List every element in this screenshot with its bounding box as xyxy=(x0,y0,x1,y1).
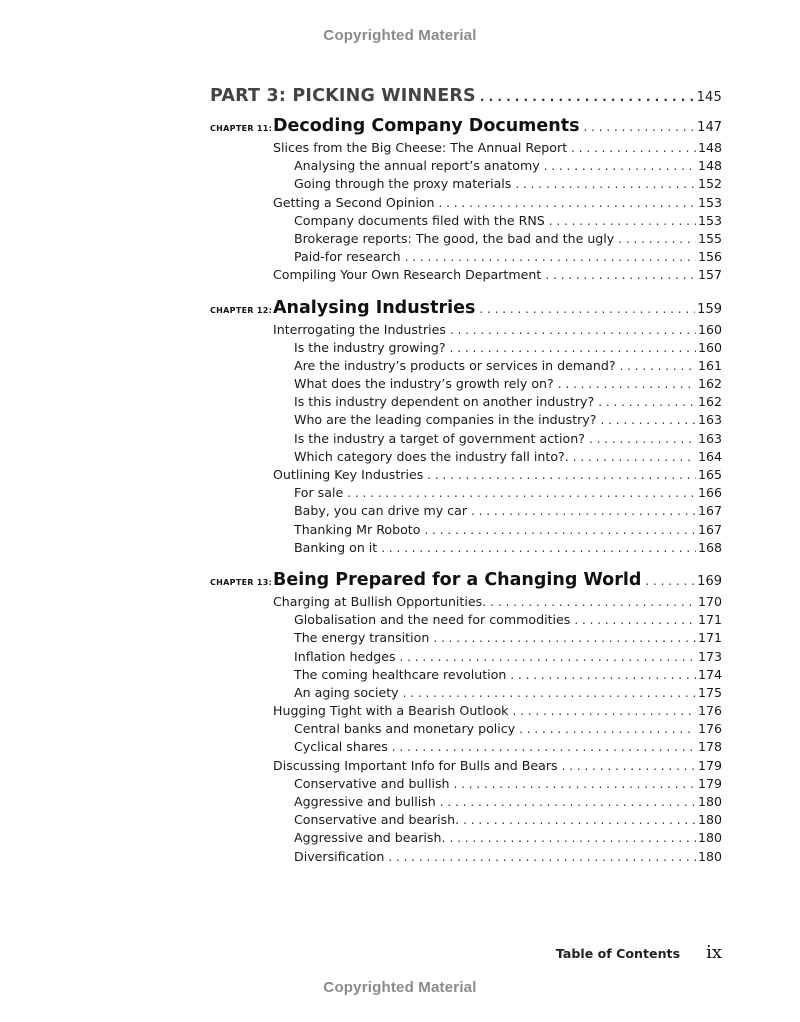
dot-leader xyxy=(449,831,695,845)
toc-section-entry[interactable] xyxy=(210,267,722,285)
toc-section-entry[interactable] xyxy=(210,594,722,612)
dot-leader xyxy=(584,120,696,134)
entry-page: 152 xyxy=(697,176,722,192)
entry-title: Conservative and bullish xyxy=(294,775,450,791)
chapter-number: CHAPTER 11: xyxy=(210,124,273,133)
dot-leader xyxy=(450,323,696,337)
toc-section-entry[interactable] xyxy=(210,322,722,340)
entry-title: An aging society xyxy=(294,684,399,700)
dot-leader xyxy=(600,413,696,427)
entry-title: Paid-for research xyxy=(294,249,401,265)
dot-leader xyxy=(424,523,696,537)
toc-subsection-entry[interactable] xyxy=(210,721,722,739)
toc-subsection-entry[interactable] xyxy=(210,649,722,667)
dot-leader xyxy=(620,359,696,373)
dot-leader xyxy=(388,850,696,864)
dot-leader xyxy=(573,450,696,464)
entry-title: Going through the proxy materials xyxy=(294,176,512,192)
dot-leader xyxy=(381,541,696,555)
toc-subsection-entry[interactable] xyxy=(210,522,722,540)
entry-title: Central banks and monetary policy xyxy=(294,721,516,737)
toc-subsection-entry[interactable] xyxy=(210,739,722,757)
entry-page: 180 xyxy=(697,830,722,846)
toc-subsection-entry[interactable] xyxy=(210,213,722,231)
entry-page: 153 xyxy=(697,194,722,210)
toc-subsection-entry[interactable] xyxy=(210,412,722,430)
entry-page: 148 xyxy=(697,158,722,174)
entry-page: 160 xyxy=(697,321,722,337)
toc-subsection-entry[interactable] xyxy=(210,776,722,794)
toc-subsection-entry[interactable] xyxy=(210,812,722,830)
dot-leader xyxy=(471,504,696,518)
entry-page: 163 xyxy=(697,430,722,446)
entry-title: Banking on it xyxy=(294,539,378,555)
dot-leader xyxy=(589,432,696,446)
entry-title: What does the industry’s growth rely on? xyxy=(294,376,554,392)
chapter-heading[interactable] xyxy=(210,570,722,593)
dot-leader xyxy=(512,704,696,718)
entry-page: 164 xyxy=(697,448,722,464)
entry-page: 171 xyxy=(697,612,722,628)
chapter-number: CHAPTER 13: xyxy=(210,577,273,587)
chapter-list xyxy=(210,116,722,867)
entry-title: Outlining Key Industries xyxy=(273,467,424,482)
entry-title: The energy transition xyxy=(294,630,430,646)
entry-page: 156 xyxy=(697,249,722,265)
entry-page: 161 xyxy=(697,357,722,373)
dot-leader xyxy=(427,468,696,482)
entry-title: Aggressive and bullish xyxy=(294,794,436,809)
entry-page: 170 xyxy=(697,593,722,609)
dot-leader xyxy=(645,574,695,588)
dot-leader xyxy=(598,395,696,409)
chapter-gap xyxy=(210,558,722,570)
entry-title: Which category does the industry fall into?. xyxy=(294,448,569,464)
entry-title: Compiling Your Own Research Department xyxy=(273,267,542,283)
entry-page: 153 xyxy=(697,212,722,228)
dot-leader xyxy=(480,90,695,104)
footer-section-title: Table of Contents xyxy=(555,946,681,961)
entry-page: 176 xyxy=(697,721,722,737)
toc-subsection-entry[interactable] xyxy=(210,431,722,449)
chapter-title: Decoding Company Documents xyxy=(273,116,580,136)
entry-title: Hugging Tight with a Bearish Outlook xyxy=(273,703,509,719)
entry-title: Interrogating the Industries xyxy=(273,321,446,337)
entry-title: Discussing Important Info for Bulls and Bears xyxy=(273,757,558,773)
entry-page: 173 xyxy=(697,648,722,664)
entry-page: 179 xyxy=(697,775,722,791)
chapter-title: Being Prepared for a Changing World xyxy=(273,569,642,590)
dot-leader xyxy=(545,268,696,282)
entry-page: 179 xyxy=(697,757,722,773)
dot-leader xyxy=(515,177,696,191)
chapter-page: 169 xyxy=(697,573,722,589)
dot-leader xyxy=(454,777,696,791)
entry-title: Getting a Second Opinion xyxy=(273,194,435,210)
dot-leader xyxy=(403,686,696,700)
entry-page: 176 xyxy=(697,703,722,719)
entry-title: Baby, you can drive my car xyxy=(294,503,467,519)
entry-page: 163 xyxy=(697,412,722,428)
entry-title: Aggressive and bearish. xyxy=(294,830,446,846)
dot-leader xyxy=(463,813,696,827)
toc-subsection-entry[interactable] xyxy=(210,794,722,812)
toc-subsection-entry[interactable] xyxy=(210,158,722,176)
entry-title: Brokerage reports: The good, the bad and the ugly xyxy=(294,230,615,246)
entry-title: Inflation hedges xyxy=(294,648,396,664)
entry-title: The coming healthcare revolution xyxy=(294,666,507,682)
entry-page: 157 xyxy=(697,267,722,283)
entry-title: Analysing the annual report’s anatomy xyxy=(294,158,540,174)
dot-leader xyxy=(405,250,696,264)
dot-leader xyxy=(571,141,696,155)
entry-page: 160 xyxy=(697,339,722,355)
dot-leader xyxy=(439,196,696,210)
toc-subsection-entry[interactable] xyxy=(210,376,722,394)
page-footer xyxy=(556,942,722,963)
copyright-watermark-bottom: Copyrighted Material xyxy=(323,979,477,996)
entry-page: 180 xyxy=(697,812,722,828)
dot-leader xyxy=(558,377,696,391)
dot-leader xyxy=(562,759,696,773)
chapter-heading[interactable] xyxy=(210,116,722,139)
toc-subsection-entry[interactable] xyxy=(210,612,722,630)
entry-page: 180 xyxy=(697,848,722,864)
dot-leader xyxy=(490,595,696,609)
dot-leader xyxy=(400,650,696,664)
toc-section-entry[interactable] xyxy=(210,467,722,485)
dot-leader xyxy=(510,668,696,682)
entry-page: 148 xyxy=(697,140,722,155)
toc-subsection-entry[interactable] xyxy=(210,503,722,521)
toc-subsection-entry[interactable] xyxy=(210,830,722,848)
dot-leader xyxy=(574,613,696,627)
dot-leader xyxy=(479,302,695,316)
entry-page: 155 xyxy=(697,230,722,246)
entry-page: 162 xyxy=(697,376,722,392)
chapter-page: 147 xyxy=(697,120,722,135)
entry-title: For sale xyxy=(294,485,344,501)
toc-section-entry[interactable] xyxy=(210,140,722,158)
entry-page: 178 xyxy=(697,739,722,755)
toc-section-entry[interactable] xyxy=(210,703,722,721)
toc-subsection-entry[interactable] xyxy=(210,231,722,249)
dot-leader xyxy=(347,486,696,500)
chapter-heading[interactable] xyxy=(210,298,722,321)
chapter-gap xyxy=(210,286,722,298)
entry-title: Charging at Bullish Opportunities. xyxy=(273,593,487,609)
part-heading[interactable] xyxy=(210,86,722,110)
toc-subsection-entry[interactable] xyxy=(210,685,722,703)
toc-subsection-entry[interactable] xyxy=(210,249,722,267)
toc-section-entry[interactable] xyxy=(210,758,722,776)
entry-title: Who are the leading companies in the industry? xyxy=(294,412,597,428)
dot-leader xyxy=(450,341,696,355)
dot-leader xyxy=(618,232,696,246)
dot-leader xyxy=(440,795,696,809)
entry-title: Diversification xyxy=(294,848,385,864)
chapter-page: 159 xyxy=(697,301,722,317)
chapter-number: CHAPTER 12: xyxy=(210,305,273,315)
copyright-watermark-top: Copyrighted Material xyxy=(323,27,477,44)
toc-subsection-entry[interactable] xyxy=(210,358,722,376)
toc-subsection-entry[interactable] xyxy=(210,667,722,685)
entry-title: Thanking Mr Roboto xyxy=(294,521,421,537)
entry-page: 171 xyxy=(697,630,722,646)
entry-title: Cyclical shares xyxy=(294,739,388,755)
entry-title: Are the industry’s products or services in demand? xyxy=(294,357,616,373)
entry-title: Is the industry growing? xyxy=(294,339,446,355)
dot-leader xyxy=(549,214,696,228)
toc-subsection-entry[interactable] xyxy=(210,176,722,194)
page-number: ix xyxy=(706,942,722,963)
toc-section-entry[interactable] xyxy=(210,195,722,213)
entry-title: Is the industry a target of government action? xyxy=(294,430,585,446)
toc-subsection-entry[interactable] xyxy=(210,485,722,503)
entry-page: 175 xyxy=(697,684,722,700)
toc-subsection-entry[interactable] xyxy=(210,540,722,558)
entry-title: Is this industry dependent on another industry? xyxy=(294,394,595,410)
entry-page: 167 xyxy=(697,521,722,537)
table-of-contents xyxy=(210,86,722,867)
entry-title: Company documents filed with the RNS xyxy=(294,212,545,228)
dot-leader xyxy=(519,722,696,736)
entry-page: 167 xyxy=(697,503,722,519)
dot-leader xyxy=(544,159,696,173)
entry-page: 162 xyxy=(697,394,722,410)
dot-leader xyxy=(392,740,696,754)
entry-page: 165 xyxy=(697,467,722,482)
chapter-title: Analysing Industries xyxy=(273,297,476,318)
entry-title: Conservative and bearish. xyxy=(294,812,460,828)
entry-title: Globalisation and the need for commodities xyxy=(294,612,571,628)
part-title: PART 3: PICKING WINNERS xyxy=(210,86,476,106)
entry-page: 180 xyxy=(697,794,722,809)
entry-page: 174 xyxy=(697,666,722,682)
toc-subsection-entry[interactable] xyxy=(210,630,722,648)
entry-title: Slices from the Big Cheese: The Annual Report xyxy=(273,140,568,155)
toc-subsection-entry[interactable] xyxy=(210,394,722,412)
entry-page: 166 xyxy=(697,485,722,501)
entry-page: 168 xyxy=(697,539,722,555)
toc-subsection-entry[interactable] xyxy=(210,340,722,358)
dot-leader xyxy=(433,631,696,645)
toc-subsection-entry[interactable] xyxy=(210,849,722,867)
toc-subsection-entry[interactable] xyxy=(210,449,722,467)
part-page: 145 xyxy=(696,90,722,105)
